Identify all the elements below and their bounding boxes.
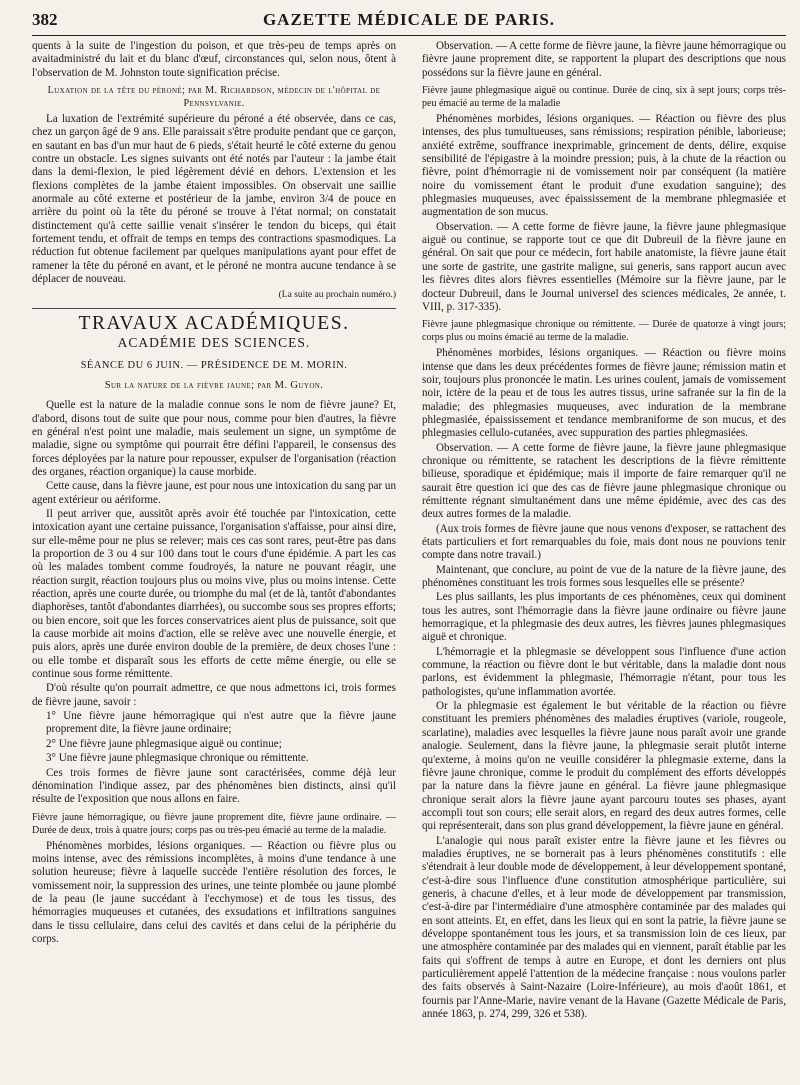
right-column <box>422 40 786 1022</box>
paragraph: Observation. — A cette forme de fièvre jaune, la fièvre jaune hémorragique ou fièvre jaune proprement dite, se rapportent la plupart des descriptions que nous possédons sur la fièvre jaune en général. <box>422 40 786 79</box>
list-item: 3° Une fièvre jaune phlegmasique chronique ou rémittente. <box>46 752 309 765</box>
paragraph: Phénomènes morbides, lésions organiques. — Réaction ou fièvre des plus intenses, des plus tumultueuses, sans rémissions; respiration pénible, laborieuse; anxiété extrême, souffrance inexprimable, grincement de dents, délire, exquise sensibilité de l'épigastre à la moindre pression; puis, à la chute de la réaction ou fièvre, point d'hémorragie ni de vomissement noir par conséquent (la matière noire du vomissement étant le produit d'une exudation sanguine); des phlegmasies muqueuses, avec épaississement de la membrane phlegmasiée et augmentation de son mucus. <box>422 113 786 219</box>
paragraph: Il peut arriver que, aussitôt après avoir été touchée par l'intoxication, cette intoxication ayant une certaine puissance, l'organisation s'affaisse, pour ainsi dire, sur elle-même pour ne plus se relever; mais ces cas sont rares, peut-être pas dans la proportion de 3 ou 4 sur 100 dans tout le cours d'une épidémie. A part les cas où les malades tombent comme foudroyés, la nature ne pouvant réagir, une réaction surgit, réaction toujours plus ou moins vive, plus ou moins intense. Cette réaction, après une courte durée, ou triomphe du mal (et de là, tantôt d'abondantes diaphorèses, tantôt d'abondantes diarrhées), ou succombe sous ses propres efforts; ou bien encore, soit que les forces conservatrices aient plus de puissance, soit que la cause morbide ait moins d'action, elle se relève avec une nouvelle énergie, et puis alors, après une durée environ double de la première, de deux choses l'une : ou elle tombe et disparaît sous les efforts de cette même énergie, ou elle se continue sous forme rémittente. <box>32 507 396 681</box>
page-number: 382 <box>32 10 58 29</box>
session-line: SÉANCE DU 6 JUIN. — PRÉSIDENCE DE M. MORIN. <box>80 359 348 371</box>
paragraph: Or la phlegmasie est également le but véritable de la réaction ou fièvre constituant les premiers phénomènes des maladies éruptives (variole, rougeole, scarlatine), maladies avec lesquelles la fièvre jaune nous paraît avoir une grande analogie. Seulement, dans la fièvre jaune, la phlegmasie serait plutôt interne qu'externe, à moins qu'on ne veuille considérer la phlegmasie externe, dans la fièvre jaune chronique, comme le produit du complément des efforts développés par la nature dans la fièvre jaune en général. La fièvre jaune phlegmasique chronique serait alors la fièvre jaune ayant parcouru toutes ses phases, ayant accompli tout son cours; elle serait alors, en regard des deux autres formes, celle qui représenterait, dans son plus grand développement, la fièvre jaune en général. <box>422 700 786 833</box>
continued-note: (La suite au prochain numéro.) <box>278 289 396 300</box>
paragraph: Observation. — A cette forme de fièvre jaune, la fièvre jaune phlegmasique aiguë ou continue, se rapporte tout ce que dit Dubreuil de la fièvre jaune en général. On sait que pour ce médecin, fort habile anatomiste, la fièvre jaune était une sorte de gastrite, une gastrite maligne, sui generis, sans rapport aucun avec les fièvres dites alors fièvres essentielles (Mémoire sur la fièvre jaune, par le docteur Dubreuil, dans le Journal universel des sciences médicales, 2e année, t. VIII, p. 317-335). <box>422 220 786 313</box>
luxation-paragraph: La luxation de l'extrémité supérieure du péroné a été observée, dans ce cas, chez un garçon âgé de 9 ans. Elle paraissait s'être produite pendant que ce garçon, en sautant en bas d'un mur haut de 6 pieds, s'était heurté le côté externe du genou contre un obstacle. Les signes suivants ont été notés par l'auteur : la jambe était dans la demi-flexion, le pied légèrement dévié en dehors. L'extension et les flexions complètes de la jambe étaient impossibles. On observait une saillie anormale au côté externe et postérieur de la jambe, environ 3/4 de pouce en arrière du point où la tête du péroné se trouve à l'état normal; on constatait distinctement qu'à cette saillie venait s'insérer le tendon du biceps, qui était fortement tendu, et offrait de temps en temps des contractions spasmodiques. La réduction fut obtenue facilement par quelques manipulations ayant pour effet de ramener la tête du péroné en avant, et le péroné ne montra aucune tendance à se déplacer de nouveau. <box>32 113 396 286</box>
paragraph: L'hémorragie et la phlegmasie se développent sous l'influence d'une action commune, la réaction ou fièvre dont le but véritable, dans la maladie dont nous parlons, est évidemment la phlegmasie, l'hémorragie n'étant, pour tous les pathologistes, qu'une inflammation avortée. <box>422 645 786 698</box>
section-divider <box>32 308 396 309</box>
article-title: Sur la nature de la fièvre jaune; par M. Guyon. <box>104 379 324 391</box>
list-item: 1° Une fièvre jaune hémorragique qui n'est autre que la fièvre jaune proprement dite, la fièvre jaune ordinaire; <box>46 710 396 736</box>
page-header <box>32 10 786 36</box>
paragraph: (Aux trois formes de fièvre jaune que nous venons d'exposer, se rattachent des états particuliers et fort remarquables du foie, mais dont nous ne pouvions tenir compte dans notre travail.) <box>422 522 786 562</box>
two-column-body <box>32 40 786 1022</box>
paragraph: L'analogie qui nous paraît exister entre la fièvre jaune et les fièvres ou maladies éruptives, ne se bornerait pas à leurs phénomènes constitutifs : elle s'étendrait à leur double mode de développement, à leur développement spontané, c'est-à-dire sous l'influence d'une constitution atmosphérique particulière, sui generis, à chacune d'elles, et à leur mode de développement par transmission, c'est-à-dire par l'intermédiaire d'une atmosphère contaminée par des malades qui en sont atteints. Et, en effet, dans les lieux qui en sont la patrie, la fièvre jaune se développe spontanément tous les jours, et sa transmission loin de ces lieux, par une atmosphère contaminée par des malades qui en viennent, paraît établie par les faits qui s'offrent de temps à autre en Europe, et dont les derniers ont plus particulièrement appelé l'attention de la médecine française : nous voulons parler des faits observés à Saint-Nazaire (Loire-Inférieure), au mois d'août 1861, et fournis par l'Anne-Marie, navire venant de la Havane (Gazette Médicale de Paris, année 1863, p. 274, 299, 326 et 538). <box>422 834 786 1021</box>
paragraph: Observation. — A cette forme de fièvre jaune, la fièvre jaune phlegmasique chronique ou rémittente, se ratachent les descriptions de la fièvre rémittente bilieuse, sporadique et épidémique; mais il importe de faire remarquer qu'il ne saurait être question ici que des cas de fièvre jaune phlegmasique chronique ou rémittente régnant simultanément dans une même épidémie, avec des cas des deux autres formes de la maladie. <box>422 441 786 521</box>
paragraph: Phénomènes morbides, lésions organiques. — Réaction ou fièvre plus ou moins intense, avec des rémissions incomplètes, à moins d'une tendance à une solution heureuse; fièvre à laquelle succède l'entière résolution des forces, le vomissement noir, la suppression des urines, une teinte plombée ou jaune plombé de la peau (le jaune succédant à l'ecchymose) et de tous les tissus, des hémorragies muqueuses et cutanées, des exsudations et infiltrations sanguines dans le tissu cellulaire, dans celui des cavités et dans celui de la périphérie du corps. <box>32 839 396 945</box>
intro-paragraph: quents à la suite de l'ingestion du poison, et que très-peu de temps après on avaitadministré du lait et du blanc d'œuf, circonstances qui, selon nous, ôtent à l'observation de M. Johnston toute signification précise. <box>32 40 396 79</box>
paragraph: Cette cause, dans la fièvre jaune, est pour nous une intoxication du sang par un agent extérieur ou aériforme. <box>32 480 396 506</box>
luxation-heading: Luxation de la tête du péroné; par M. Richardson, médecin de l'hôpital de Pennsylvanie. <box>47 85 381 110</box>
section-title: TRAVAUX ACADÉMIQUES. <box>78 312 350 334</box>
paragraph: Quelle est la nature de la maladie connue sons le nom de fièvre jaune? Et, d'abord, disons tout de suite que pour nous, comme pour bien d'autres, la fièvre en général n'est point une maladie, mais seulement un signe, un symptôme de maladie, signe ou symptôme qui pourrait être défini l'appareil, le consensus des forces déployées par la nature pour repousser, expulser de l'organisation (réaction des organes, réaction organique) la cause morbide. <box>32 399 396 478</box>
paragraph: Phénomènes morbides, lésions organiques. — Réaction ou fièvre moins intense que dans les deux précédentes formes de fièvre jaune; rémission matin et soir, toujours plus prononcée le matin. Les urines coulent, jamais de vomissement noir, ictère de la peau et de tous les autres tissus, urine safranée sur la fin de la maladie; des phlegmasies muqueuses, avec induration de la membrane phlegmasiée, épaississement et tendance membraniforme de son mucus, et des phlegmasies cellulo-cutanées, avec suppuration des parties phlegmasiées. <box>422 347 786 440</box>
paragraph: Maintenant, que conclure, au point de vue de la nature de la fièvre jaune, des phénomènes constituant les trois formes sous lesquelles elle se présente? <box>422 563 786 590</box>
subsection-heading: Fièvre jaune phlegmasique aiguë ou continue. Durée de cinq, six à sept jours; corps très-peu émacié au terme de la maladie <box>422 85 786 110</box>
paragraph: D'où résulte qu'on pourrait admettre, ce que nous admettons ici, trois formes de fièvre jaune, savoir : <box>32 682 396 708</box>
left-column <box>32 40 396 1022</box>
subsection-heading: Fièvre jaune hémorragique, ou fièvre jaune proprement dite, fièvre jaune ordinaire. — Durée de deux, trois à quatre jours; corps pas ou très-peu émacié au terme de la maladie. <box>32 811 396 836</box>
journal-title: GAZETTE MÉDICALE DE PARIS. <box>262 10 556 29</box>
forms-list <box>32 710 396 765</box>
academy-title: ACADÉMIE DES SCIENCES. <box>117 335 311 351</box>
subsection-heading: Fièvre jaune phlegmasique chronique ou rémittente. — Durée de quatorze à vingt jours; corps plus ou moins émacié au terme de la maladie. <box>422 319 786 344</box>
paragraph: Les plus saillants, les plus importants de ces phénomènes, ceux qui dominent tous les autres, sont l'hémorragie dans la fièvre jaune ordinaire ou fièvre jaune hemorragique, et la phlegmasie des deux autres, les fièvres jaunes phlegmasiques aiguë et chronique. <box>422 591 786 644</box>
paragraph: Ces trois formes de fièvre jaune sont caractérisées, comme déjà leur dénomination l'indique assez, par des phénomènes bien distincts, ainsi qu'il résulte de l'exposition que nous allons en faire. <box>32 766 396 806</box>
list-item: 2° Une fièvre jaune phlegmasique aiguë ou continue; <box>46 737 282 750</box>
